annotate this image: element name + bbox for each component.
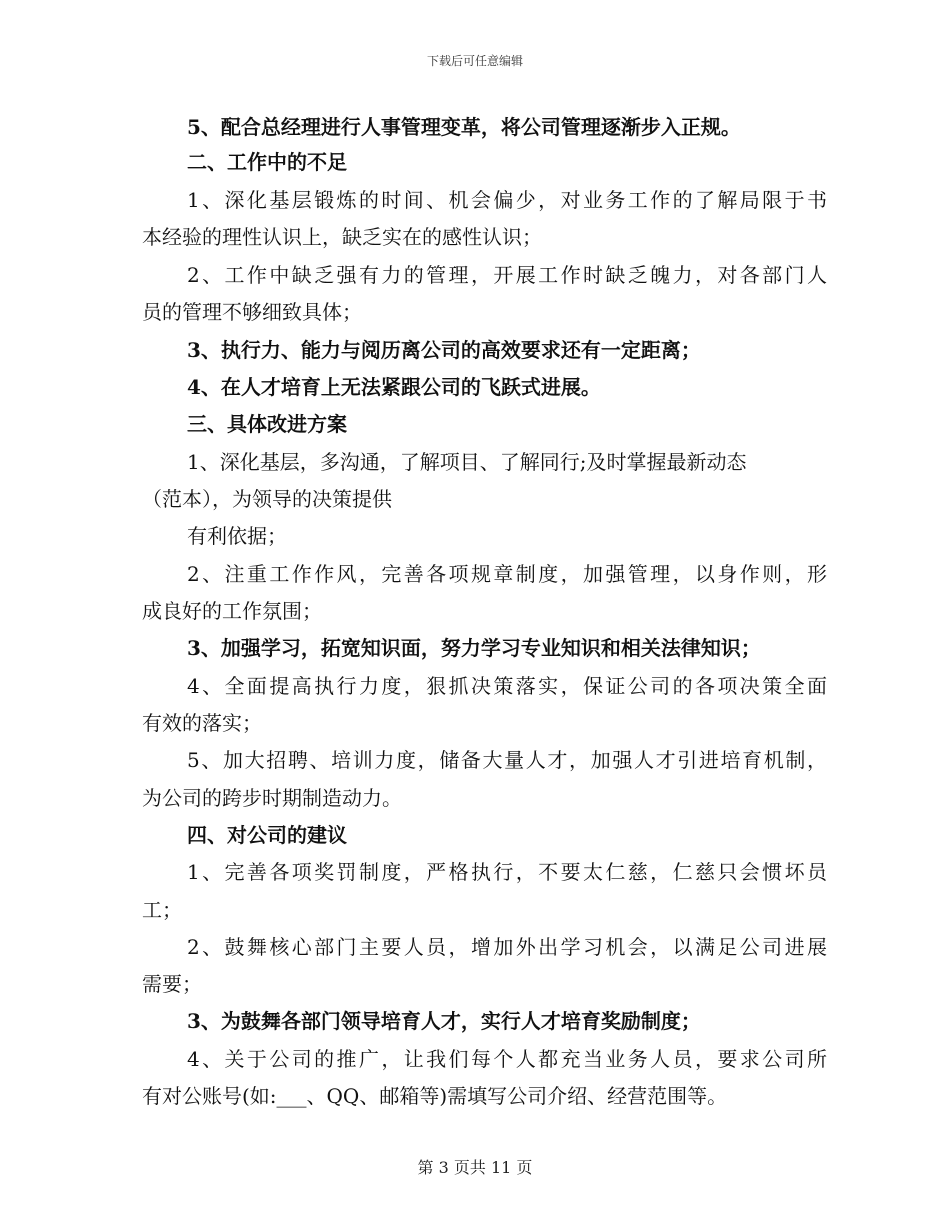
paragraph-line: 本经验的理性认识上，缺乏实在的感性认识； [142, 225, 542, 249]
paragraph-line: 有对公账号(如:___、QQ、邮箱等)需填写公司介绍、经营范围等。 [142, 1084, 728, 1108]
paragraph-line: 5、加大招聘、培训力度，储备大量人才，加强人才引进培育机制， [187, 748, 827, 772]
paragraph-line: 3、为鼓舞各部门领导培育人才，实行人才培育奖励制度； [187, 1009, 701, 1033]
page-header: 下载后可任意编辑 [426, 54, 523, 68]
paragraph-line: 4、在人才培育上无法紧跟公司的飞跃式进展。 [187, 375, 601, 399]
section-heading: 三、具体改进方案 [187, 412, 347, 436]
paragraph-line: 1、深化基层锻炼的时间、机会偏少，对业务工作的了解局限于书 [187, 188, 827, 212]
paragraph-line: 成良好的工作氛围； [142, 599, 322, 623]
paragraph-line: 有效的落实； [142, 711, 262, 735]
paragraph-line: 1、深化基层，多沟通，了解项目、了解同行;及时掌握最新动态 [187, 450, 747, 474]
paragraph-line: 员的管理不够细致具体； [142, 300, 362, 324]
paragraph-line: 需要； [142, 972, 202, 996]
page-number: 第 3 页共 11 页 [417, 1158, 533, 1177]
paragraph-line: 2、鼓舞核心部门主要人员，增加外出学习机会，以满足公司进展 [187, 935, 827, 959]
paragraph-line: （范本），为领导的决策提供 [142, 487, 392, 511]
section-heading: 四、对公司的建议 [187, 823, 347, 847]
section-heading: 二、工作中的不足 [187, 150, 347, 174]
paragraph-line: 2、注重工作作风，完善各项规章制度，加强管理，以身作则，形 [187, 562, 827, 586]
paragraph-line: 2、工作中缺乏强有力的管理，开展工作时缺乏魄力，对各部门人 [187, 263, 827, 287]
paragraph-line: 4、关于公司的推广，让我们每个人都充当业务人员，要求公司所 [187, 1047, 827, 1071]
paragraph-line: 4、全面提高执行力度，狠抓决策落实，保证公司的各项决策全面 [187, 674, 827, 698]
paragraph-line: 有利依据； [187, 524, 287, 548]
paragraph-line: 为公司的跨步时期制造动力。 [142, 786, 402, 810]
paragraph-line: 3、加强学习，拓宽知识面，努力学习专业知识和相关法律知识； [187, 636, 761, 660]
paragraph-line: 工； [142, 898, 182, 922]
paragraph-line: 5、配合总经理进行人事管理变革，将公司管理逐渐步入正规。 [187, 115, 741, 139]
paragraph-line: 1、完善各项奖罚制度，严格执行，不要太仁慈，仁慈只会惯坏员 [187, 860, 827, 884]
paragraph-line: 3、执行力、能力与阅历离公司的高效要求还有一定距离； [187, 338, 701, 362]
